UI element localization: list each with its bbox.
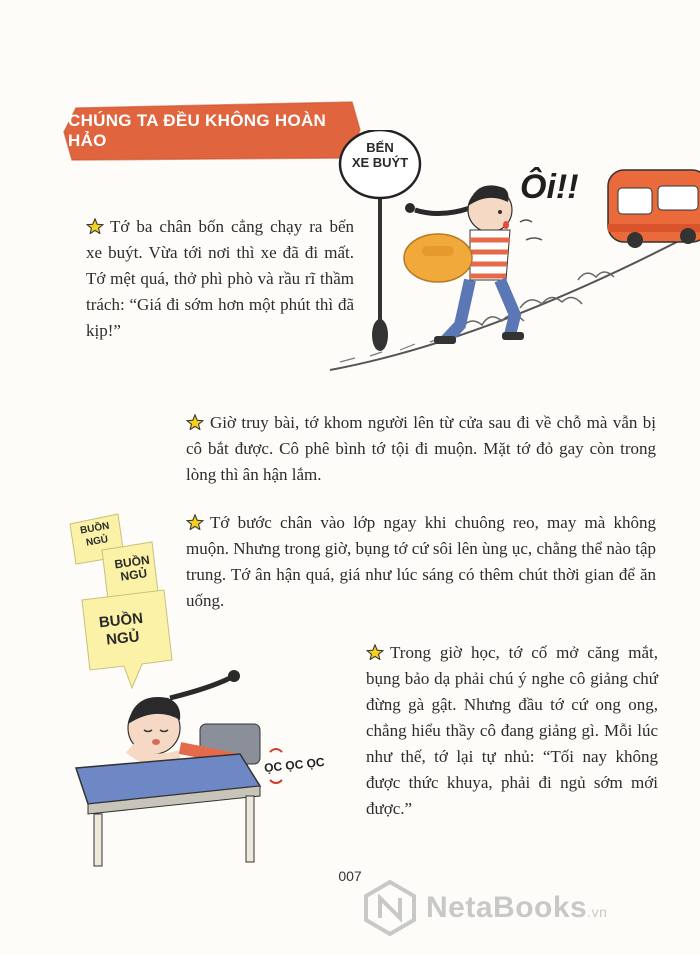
desk-illustration xyxy=(70,668,290,868)
paragraph-3 xyxy=(186,510,656,614)
chapter-title: CHÚNG TA ĐỀU KHÔNG HOÀN HẢO xyxy=(68,111,327,150)
note-medium: BUỒN NGỦ xyxy=(113,552,151,584)
note-large: BUỒN NGỦ xyxy=(98,609,144,649)
bus-stop-sign-line2: XE BUÝT xyxy=(351,155,409,170)
paragraph-2 xyxy=(186,410,656,488)
exclamation-text: Ôi!! xyxy=(520,168,579,206)
bus-stop-sign xyxy=(340,140,420,170)
paragraph-4 xyxy=(366,640,658,822)
star-icon xyxy=(186,414,204,430)
watermark-brand-name: NetaBooks xyxy=(426,891,588,924)
page-number: 007 xyxy=(338,868,362,884)
bus-stop-sign-line1: BẾN xyxy=(366,140,394,155)
paragraph-1-text: Tớ ba chân bốn cẳng chạy ra bến xe buýt. Vừa tới nơi thì xe đã đi mất. Tớ mệt quá, thở phì phò và rầu rĩ thầm trách: “Giá đi sớm hơn một phút thì đã kịp!” xyxy=(86,217,354,340)
paragraph-2-text: Giờ truy bài, tớ khom người lên từ cửa sau đi về chỗ mà vẫn bị cô bắt được. Cô phê bình tớ tội đi muộn. Mặt tớ đỏ gay còn trong lòng thì ân hận lắm. xyxy=(186,413,656,484)
stomach-sound-text: ỌC ỌC ỌC xyxy=(263,754,326,776)
star-icon xyxy=(366,644,384,660)
paragraph-1 xyxy=(86,214,354,344)
paragraph-4-text: Trong giờ học, tớ cố mở căng mắt, bụng bảo dạ phải chú ý nghe cô giảng chứ đừng gà gật. Nhưng đầu tớ cứ ong ong, chẳng hiểu thầy cô đang giảng gì. Mỗi lúc như thế, tớ lại tự nhủ: “Tối nay không được thức khuya, phải đi ngủ sớm mới được.” xyxy=(366,643,658,818)
star-icon xyxy=(86,218,104,234)
netabooks-logo-icon xyxy=(362,880,418,936)
watermark xyxy=(362,880,607,936)
watermark-brand xyxy=(426,891,607,925)
note-small: BUỒN NGỦ xyxy=(79,520,111,549)
watermark-suffix: .vn xyxy=(587,904,608,920)
paragraph-3-text: Tớ bước chân vào lớp ngay khi chuông reo, may mà không muộn. Nhưng trong giờ, bụng tớ cứ sôi lên ùng ục, chẳng thể nào tập trung. Tớ ân hận quá, giá như lúc sáng có thêm chút thời gian để ăn uống. xyxy=(186,513,656,610)
